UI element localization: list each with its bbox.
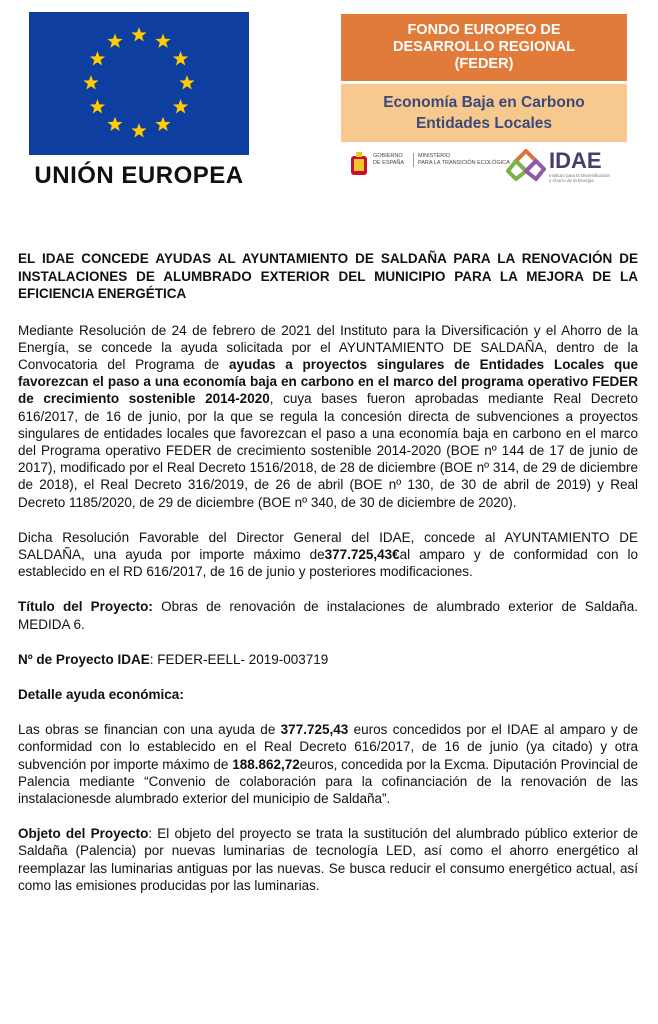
text-run: , cuya bases fueron aprobadas mediante Real Decreto 616/2017, de 16 de junio, por la que se regula la concesión directa de subvenciones a proyectos singulares de entidades locales que favorezcan el paso a una economía baja en carbono en el marco del Programa operativo FEDER de crecimiento sostenible 2014-2020 (BOE nº 144 de 17 de junio de 2017), modificado por el Real Decreto 1516/2018, de 28 de diciembre (BOE nº 314, de 29 de diciembre de 2018), el Real Decreto 316/2019, de 26 de abril (BOE nº 130, de 30 de abril de 2019) y Real Decreto 1185/2020, de 29 de diciembre (BOE nº 340, de 30 de diciembre de 2020).	[18, 391, 638, 510]
eu-star-icon	[173, 51, 188, 65]
paragraph-concesion	[18, 529, 638, 581]
gobierno-text	[373, 153, 404, 167]
eu-star-icon	[107, 117, 122, 131]
paragraph-financiacion	[18, 721, 638, 807]
paragraph-resolucion	[18, 322, 638, 511]
text-run: Mediante Resolución de 24 de febrero de 2021 del Instituto para la Diversificación y el Ahorro de la Energía, se concede la ayuda solicitada por el AYUNTAMIENTO DE SALDAÑA, dentro de la Convocatoria del Programa de	[18, 322, 638, 372]
idae-logo-icon	[506, 149, 546, 181]
feder-program-band	[341, 84, 627, 142]
eu-star-icon	[155, 33, 170, 47]
detalle-heading-text: Detalle ayuda económica:	[18, 686, 184, 702]
paragraph-objeto	[18, 825, 638, 894]
text-run: al amparo y de conformidad con lo establecido en el RD 616/2017, de 16 de junio y posteriores modificaciones.	[18, 546, 638, 580]
feder-title-line: (FEDER)	[454, 56, 514, 72]
detalle-heading	[18, 686, 638, 703]
eu-star-icon	[155, 117, 170, 131]
objeto-label: Objeto del Proyecto	[18, 826, 149, 842]
eu-star-icon	[83, 75, 98, 89]
feder-program-line: Economía Baja en Carbono	[383, 94, 585, 111]
eu-flag-icon	[29, 12, 249, 155]
feder-title-band	[341, 14, 627, 81]
text-run: euros, concedida por la Excma. Diputación Provincial de Palencia mediante “Convenio de colaboración para la cofinanciación de la renovación de las instalacionesde alumbrado exterior del municipio de Saldaña”.	[18, 756, 638, 806]
ministerio-text	[413, 153, 510, 167]
feder-logo	[341, 14, 627, 184]
titulo-value: Obras de renovación de instalaciones de alumbrado exterior de Saldaña. MEDIDA 6.	[18, 599, 638, 632]
amount-idae: 377.725,43	[280, 722, 349, 738]
objeto-value: : El objeto del proyecto se trata la sustitución del alumbrado público exterior de Saldaña (Palencia) por nuevas luminarias de tecnología LED, así como el ahorro energético al reemplazar las luminarias antiguas por las nuevas. Se busca reducir el consumo energético actual, así como las emisiones producidas por las luminarias.	[18, 826, 638, 893]
feder-title-line: FONDO EUROPEO DE	[407, 22, 561, 38]
ministerio-line: MINISTERIO	[418, 153, 451, 159]
eu-star-icon	[90, 99, 105, 113]
eu-star-icon	[131, 123, 146, 137]
eu-logo	[26, 12, 252, 190]
titulo-label: Título del Proyecto:	[18, 599, 153, 615]
amount-ayuda: 377.725,43€	[324, 546, 400, 562]
idae-subtitle-line: y Ahorro de la Energía	[549, 178, 594, 183]
program-name: ayudas a proyectos singulares de Entidades Locales que favorezcan el paso a una economía baja en carbono en el marco del programa operativo FEDER de crecimiento sostenible 2014-2020	[18, 356, 638, 407]
eu-logo-text: UNIÓN EUROPEA	[34, 162, 244, 189]
gobierno-line: GOBIERNO	[373, 153, 403, 159]
idae-subtitle	[549, 173, 610, 183]
text-run: Dicha Resolución Favorable del Director General del IDAE, concede al AYUNTAMIENTO DE SALDAÑA, una ayuda por importe máximo de	[18, 529, 638, 562]
gobierno-line: DE ESPAÑA	[373, 160, 405, 166]
ministerio-line: PARA LA TRANSICIÓN ECOLÓGICA	[418, 160, 510, 166]
feder-title-line: DESARROLLO REGIONAL	[392, 39, 576, 55]
amount-diputacion: 188.862,72	[232, 756, 300, 772]
partner-logos	[341, 145, 627, 184]
eu-star-icon	[90, 51, 105, 65]
idae-text: IDAE	[549, 148, 602, 173]
paragraph-numero	[18, 651, 638, 668]
eu-star-icon	[107, 33, 122, 47]
idae-subtitle-line: Instituto para la Diversificación	[549, 173, 611, 178]
paragraph-titulo	[18, 598, 638, 632]
text-run: euros concedidos por el IDAE al amparo y de conformidad con lo establecido en el Real Decreto 616/2017, de 16 de junio (ya citado) y otra subvención por importe máximo de	[18, 722, 638, 772]
eu-star-icon	[173, 99, 188, 113]
feder-program-line: Entidades Locales	[415, 115, 553, 132]
numero-value: : FEDER-EELL- 2019-003719	[149, 651, 329, 667]
text-run: Las obras se financian con una ayuda de	[18, 722, 281, 738]
headline: EL IDAE CONCEDE AYUDAS AL AYUNTAMIENTO DE SALDAÑA PARA LA RENOVACIÓN DE INSTALACIONES DE ALUMBRADO EXTERIOR DEL MUNICIPIO PARA LA MEJORA DE LA EFICIENCIA ENERGÉTICA	[18, 251, 638, 301]
document-body	[18, 250, 638, 894]
eu-star-icon	[179, 75, 194, 89]
spain-coat-of-arms-icon	[349, 151, 369, 178]
numero-label: Nº de Proyecto IDAE	[18, 651, 150, 667]
eu-star-icon	[131, 27, 146, 41]
